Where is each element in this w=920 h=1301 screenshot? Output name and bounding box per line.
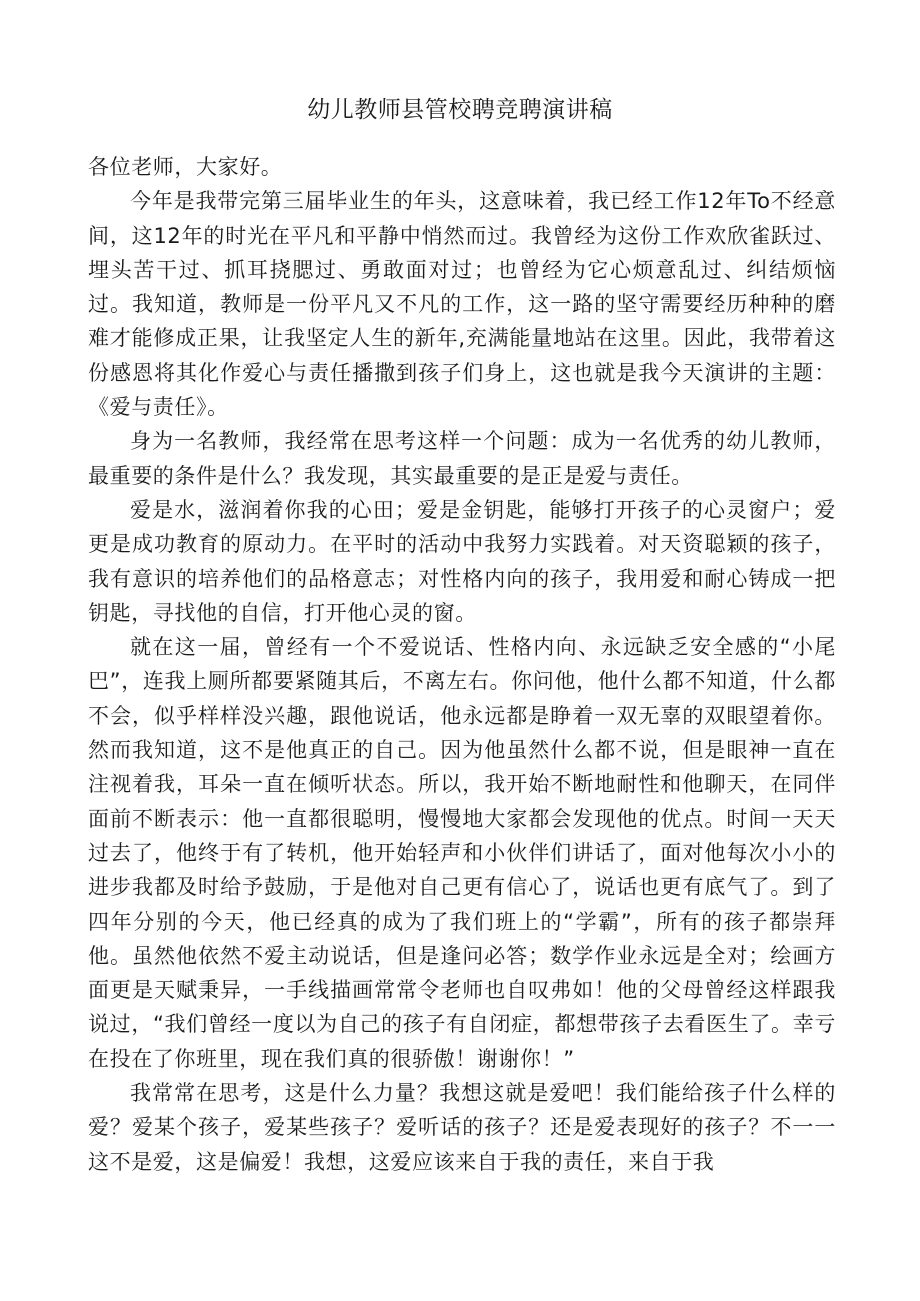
paragraph-question: 身为一名教师，我经常在思考这样一个问题：成为一名优秀的幼儿教师，最重要的条件是什么？我发现，其实最重要的是正是爱与责任。 [88, 429, 836, 488]
greeting: 各位老师，大家好。 [88, 155, 283, 179]
document-title: 幼儿教师县管校聘竞聘演讲稿 [307, 97, 613, 123]
paragraph-love: 爱是水，滋润着你我的心田；爱是金钥匙，能够打开孩子的心灵窗户；爱更是成功教育的原动力。在平时的活动中我努力实践着。对天资聪颖的孩子，我有意识的培养他们的品格意志；对性格内向的孩子，我用爱和耐心铸成一把钥匙，寻找他的自信，打开他心灵的窗。 [88, 497, 836, 625]
paragraph-story: 就在这一届，曾经有一个不爱说话、性格内向、永远缺乏安全感的“小尾巴”，连我上厕所都要紧随其后，不离左右。你问他，他什么都不知道，什么都不会，似乎样样没兴趣，跟他说话，他永远都是睁着一双无辜的双眼望着你。然而我知道，这不是他真正的自己。因为他虽然什么都不说，但是眼神一直在注视着我，耳朵一直在倾听状态。所以，我开始不断地耐性和他聊天，在同伴面前不断表示：他一直都很聪明，慢慢地大家都会发现他的优点。时间一天天过去了，他终于有了转机，他开始轻声和小伙伴们讲话了，面对他每次小小的进步我都及时给予鼓励，于是他对自己更有信心了，说话也更有底气了。到了四年分别的今天，他已经真的成为了我们班上的“学霸”，所有的孩子都崇拜他。虽然他依然不爱主动说话，但是逢问必答；数学作业永远是全对；绘画方面更是天赋秉异，一手线描画常常令老师也自叹弗如！他的父母曾经这样跟我说过，“我们曾经一度以为自己的孩子有自闭症，都想带孩子去看医生了。幸亏在投在了你班里，现在我们真的很骄傲！谢谢你！” [88, 635, 836, 1071]
paragraph-reflection: 我常常在思考，这是什么力量？我想这就是爱吧！我们能给孩子什么样的爱？爱某个孩子，爱某些孩子？爱听话的孩子？还是爱表现好的孩子？不一一这不是爱，这是偏爱！我想，这爱应该来自于我的责任，来自于我 [88, 1081, 836, 1174]
paragraph-intro: 今年是我带完第三届毕业生的年头，这意味着，我已经工作12年To不经意间，这12年的时光在平凡和平静中悄然而过。我曾经为这份工作欢欣雀跃过、埋头苦干过、抓耳挠腮过、勇敢面对过；也曾经为它心烦意乱过、纠结烦恼过。我知道，教师是一份平凡又不凡的工作，这一路的坚守需要经历种种的磨难才能修成正果，让我坚定人生的新年,充满能量地站在这里。因此，我带着这份感恩将其化作爱心与责任播撒到孩子们身上，这也就是我今天演讲的主题：《爱与责任》。 [88, 189, 836, 420]
document-body [88, 150, 836, 1179]
